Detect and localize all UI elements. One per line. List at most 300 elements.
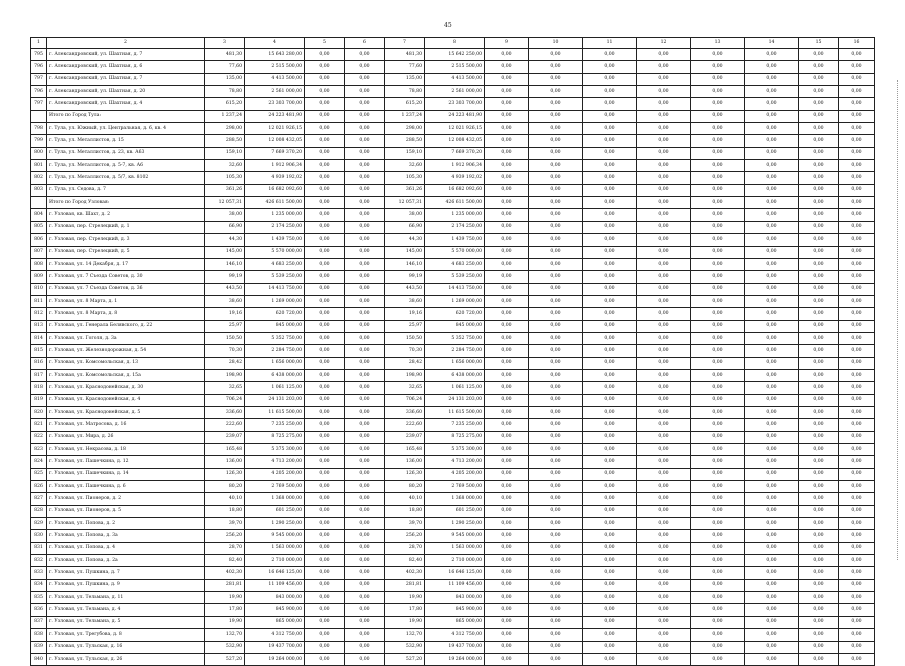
column-number-cell: 11 — [583, 38, 637, 49]
value-cell: 0,00 — [485, 468, 529, 480]
value-cell: 0,00 — [745, 629, 799, 641]
value-cell: 0,00 — [637, 493, 691, 505]
value-cell: 0,00 — [305, 258, 345, 270]
value-cell: 0,00 — [305, 653, 345, 665]
value-cell: 0,00 — [839, 555, 875, 567]
value-cell: 0,00 — [305, 221, 345, 233]
address-cell: г. Узловая, ул. Трегубова, д. 8 — [47, 629, 205, 641]
value-cell: 0,00 — [583, 246, 637, 258]
value-cell: 865 000,00 — [245, 616, 305, 628]
value-cell: 0,00 — [583, 49, 637, 61]
value-cell: 28,42 — [385, 357, 425, 369]
value-cell: 0,00 — [799, 382, 839, 394]
value-cell: 0,00 — [691, 135, 745, 147]
value-cell: 0,00 — [637, 616, 691, 628]
value-cell: 0,00 — [305, 246, 345, 258]
value-cell: 0,00 — [345, 234, 385, 246]
value-cell: 0,00 — [485, 246, 529, 258]
value-cell: 239,07 — [385, 431, 425, 443]
value-cell: 0,00 — [529, 468, 583, 480]
value-cell: 0,00 — [485, 61, 529, 73]
row-number-cell — [31, 197, 47, 209]
value-cell: 198,90 — [205, 369, 245, 381]
value-cell: 24 223 481,90 — [425, 110, 485, 122]
value-cell: 0,00 — [839, 308, 875, 320]
value-cell: 40,10 — [205, 493, 245, 505]
value-cell: 38,00 — [385, 209, 425, 221]
value-cell: 0,00 — [485, 555, 529, 567]
value-cell: 82,40 — [385, 555, 425, 567]
value-cell: 0,00 — [691, 530, 745, 542]
row-number-cell: 837 — [31, 616, 47, 628]
table-row — [31, 86, 875, 98]
value-cell: 0,00 — [691, 246, 745, 258]
value-cell: 0,00 — [485, 184, 529, 196]
value-cell: 0,00 — [691, 345, 745, 357]
row-number-cell: 806 — [31, 234, 47, 246]
value-cell: 0,00 — [839, 592, 875, 604]
table-row — [31, 431, 875, 443]
value-cell: 0,00 — [839, 98, 875, 110]
address-cell: г. Узловая, ул. Генерала Белявского, д. 22 — [47, 320, 205, 332]
value-cell: 0,00 — [485, 616, 529, 628]
value-cell: 126,30 — [385, 468, 425, 480]
value-cell: 15 643 280,00 — [245, 49, 305, 61]
value-cell: 0,00 — [637, 505, 691, 517]
value-cell: 0,00 — [485, 172, 529, 184]
value-cell: 32,65 — [385, 382, 425, 394]
value-cell: 135,00 — [205, 73, 245, 85]
value-cell: 0,00 — [745, 505, 799, 517]
address-cell: Итого по Город Узловая: — [47, 197, 205, 209]
value-cell: 11 109 456,00 — [245, 579, 305, 591]
value-cell: 0,00 — [745, 332, 799, 344]
value-cell: 0,00 — [305, 629, 345, 641]
value-cell: 0,00 — [529, 419, 583, 431]
value-cell: 0,00 — [583, 493, 637, 505]
value-cell: 0,00 — [485, 357, 529, 369]
value-cell: 0,00 — [637, 197, 691, 209]
value-cell: 0,00 — [583, 530, 637, 542]
row-number-cell: 836 — [31, 604, 47, 616]
value-cell: 2 174 250,00 — [425, 221, 485, 233]
value-cell: 0,00 — [583, 283, 637, 295]
value-cell: 132,70 — [385, 629, 425, 641]
address-cell: г. Тула, ул. Металлистов, д. 5-7, кв. А6 — [47, 160, 205, 172]
value-cell: 0,00 — [799, 616, 839, 628]
value-cell: 0,00 — [745, 579, 799, 591]
value-cell: 0,00 — [839, 258, 875, 270]
value-cell: 0,00 — [745, 555, 799, 567]
row-number-cell: 797 — [31, 98, 47, 110]
value-cell: 0,00 — [305, 444, 345, 456]
value-cell: 0,00 — [799, 86, 839, 98]
value-cell: 7 669 370,20 — [425, 147, 485, 159]
value-cell: 0,00 — [799, 505, 839, 517]
value-cell: 1 061 125,00 — [245, 382, 305, 394]
value-cell: 0,00 — [583, 616, 637, 628]
value-cell: 0,00 — [583, 468, 637, 480]
value-cell: 0,00 — [485, 98, 529, 110]
row-number-cell: 817 — [31, 369, 47, 381]
table-row — [31, 123, 875, 135]
value-cell: 0,00 — [637, 481, 691, 493]
value-cell: 0,00 — [583, 98, 637, 110]
value-cell: 40,10 — [385, 493, 425, 505]
value-cell: 0,00 — [839, 197, 875, 209]
value-cell: 7 669 370,20 — [245, 147, 305, 159]
value-cell: 80,20 — [385, 481, 425, 493]
row-number-cell: 830 — [31, 530, 47, 542]
address-cell: г. Узловая, ул. Пашечкина, д. 12 — [47, 456, 205, 468]
value-cell: 0,00 — [839, 505, 875, 517]
value-cell: 0,00 — [799, 345, 839, 357]
value-cell: 0,00 — [305, 555, 345, 567]
value-cell: 0,00 — [745, 406, 799, 418]
value-cell: 0,00 — [583, 419, 637, 431]
value-cell: 0,00 — [839, 406, 875, 418]
value-cell: 0,00 — [345, 555, 385, 567]
value-cell: 0,00 — [691, 160, 745, 172]
value-cell: 0,00 — [691, 271, 745, 283]
value-cell: 0,00 — [691, 123, 745, 135]
address-cell: г. Узловая, ул. Пионеров, д. 2 — [47, 493, 205, 505]
value-cell: 136,00 — [205, 456, 245, 468]
value-cell: 1 368 000,00 — [245, 493, 305, 505]
value-cell: 0,00 — [839, 616, 875, 628]
row-number-cell: 816 — [31, 357, 47, 369]
address-cell: г. Узловая, ул. Гоголя, д. 3а — [47, 332, 205, 344]
value-cell: 0,00 — [305, 357, 345, 369]
value-cell: 0,00 — [745, 221, 799, 233]
value-cell: 1 235 000,00 — [425, 209, 485, 221]
value-cell: 24 131 203,00 — [245, 394, 305, 406]
value-cell: 0,00 — [839, 221, 875, 233]
value-cell: 4 205 200,00 — [245, 468, 305, 480]
value-cell: 0,00 — [485, 147, 529, 159]
address-cell: Итого по Город Тула: — [47, 110, 205, 122]
value-cell: 0,00 — [691, 579, 745, 591]
row-number-cell: 818 — [31, 382, 47, 394]
value-cell: 6 438 000,00 — [425, 369, 485, 381]
value-cell: 2 561 000,00 — [425, 86, 485, 98]
value-cell: 0,00 — [637, 320, 691, 332]
table-row — [31, 530, 875, 542]
value-cell: 0,00 — [691, 110, 745, 122]
value-cell: 0,00 — [799, 332, 839, 344]
value-cell: 0,00 — [745, 382, 799, 394]
address-cell: г. Узловая, ул. 14 Декабря, д. 17 — [47, 258, 205, 270]
value-cell: 0,00 — [529, 431, 583, 443]
table-row — [31, 332, 875, 344]
value-cell: 0,00 — [345, 246, 385, 258]
value-cell: 0,00 — [345, 295, 385, 307]
value-cell: 0,00 — [637, 419, 691, 431]
value-cell: 0,00 — [691, 147, 745, 159]
value-cell: 0,00 — [305, 123, 345, 135]
value-cell: 19 264 000,00 — [425, 653, 485, 665]
column-number-cell: 8 — [425, 38, 485, 49]
value-cell: 0,00 — [839, 369, 875, 381]
value-cell: 0,00 — [799, 73, 839, 85]
row-number-cell: 821 — [31, 419, 47, 431]
value-cell: 0,00 — [529, 382, 583, 394]
value-cell: 4 713 200,00 — [245, 456, 305, 468]
value-cell: 0,00 — [691, 456, 745, 468]
value-cell: 0,00 — [745, 641, 799, 653]
table-row — [31, 567, 875, 579]
value-cell: 0,00 — [583, 308, 637, 320]
value-cell: 0,00 — [799, 172, 839, 184]
value-cell: 11 109 456,00 — [425, 579, 485, 591]
value-cell: 0,00 — [529, 184, 583, 196]
row-number-cell: 832 — [31, 555, 47, 567]
value-cell: 0,00 — [485, 320, 529, 332]
value-cell: 0,00 — [485, 258, 529, 270]
address-cell: г. Узловая, ул. Пионеров, д. 5 — [47, 505, 205, 517]
table-row — [31, 555, 875, 567]
address-cell: г. Узловая, ул. Мира, д. 26 — [47, 431, 205, 443]
value-cell: 126,30 — [205, 468, 245, 480]
address-cell: г. Узловая, ул. Краснодонейская, д. 4 — [47, 394, 205, 406]
value-cell: 0,00 — [637, 172, 691, 184]
value-cell: 0,00 — [637, 135, 691, 147]
value-cell: 0,00 — [691, 369, 745, 381]
value-cell: 32,60 — [205, 160, 245, 172]
value-cell: 0,00 — [799, 406, 839, 418]
value-cell: 0,00 — [345, 184, 385, 196]
value-cell: 16 646 125,00 — [425, 567, 485, 579]
table-row — [31, 345, 875, 357]
value-cell: 0,00 — [745, 160, 799, 172]
value-cell: 0,00 — [485, 406, 529, 418]
address-cell: г. Узловая, ул. Тельмана, д. 11 — [47, 592, 205, 604]
value-cell: 0,00 — [529, 123, 583, 135]
value-cell: 0,00 — [583, 382, 637, 394]
value-cell: 16 646 125,00 — [245, 567, 305, 579]
value-cell: 298,00 — [385, 123, 425, 135]
value-cell: 32,65 — [205, 382, 245, 394]
value-cell: 1 912 906,34 — [245, 160, 305, 172]
value-cell: 0,00 — [305, 197, 345, 209]
value-cell: 0,00 — [305, 493, 345, 505]
value-cell: 0,00 — [529, 345, 583, 357]
value-cell: 0,00 — [799, 456, 839, 468]
value-cell: 0,00 — [345, 209, 385, 221]
value-cell: 0,00 — [745, 431, 799, 443]
value-cell: 0,00 — [529, 604, 583, 616]
value-cell: 0,00 — [485, 604, 529, 616]
row-number-cell: 809 — [31, 271, 47, 283]
value-cell: 0,00 — [305, 369, 345, 381]
address-cell: г. Узловая, ул. Попова, д. 3а — [47, 530, 205, 542]
value-cell: 532,90 — [385, 641, 425, 653]
address-cell: г. Александровский, ул. Шахтная, д. 6 — [47, 61, 205, 73]
address-cell: г. Узловая, ул. 8 Марта, д. 8 — [47, 308, 205, 320]
value-cell: 0,00 — [691, 258, 745, 270]
value-cell: 0,00 — [583, 592, 637, 604]
table-row — [31, 221, 875, 233]
value-cell: 0,00 — [799, 629, 839, 641]
value-cell: 14 413 750,00 — [425, 283, 485, 295]
value-cell: 0,00 — [345, 320, 385, 332]
value-cell: 0,00 — [799, 295, 839, 307]
value-cell: 18,80 — [385, 505, 425, 517]
row-number-cell: 796 — [31, 86, 47, 98]
value-cell: 12 008 432,05 — [425, 135, 485, 147]
row-number-cell — [31, 110, 47, 122]
value-cell: 402,30 — [205, 567, 245, 579]
value-cell: 0,00 — [583, 209, 637, 221]
value-cell: 16 682 092,60 — [425, 184, 485, 196]
table-row — [31, 579, 875, 591]
value-cell: 0,00 — [799, 98, 839, 110]
value-cell: 0,00 — [799, 592, 839, 604]
value-cell: 0,00 — [839, 86, 875, 98]
value-cell: 1 368 000,00 — [425, 493, 485, 505]
value-cell: 0,00 — [839, 604, 875, 616]
table-row — [31, 481, 875, 493]
value-cell: 19 437 700,00 — [245, 641, 305, 653]
value-cell: 0,00 — [583, 110, 637, 122]
value-cell: 0,00 — [637, 592, 691, 604]
value-cell: 706,24 — [205, 394, 245, 406]
value-cell: 0,00 — [485, 283, 529, 295]
value-cell: 0,00 — [637, 357, 691, 369]
value-cell: 0,00 — [799, 518, 839, 530]
table-row — [31, 505, 875, 517]
value-cell: 0,00 — [839, 419, 875, 431]
value-cell: 0,00 — [345, 567, 385, 579]
value-cell: 0,00 — [485, 518, 529, 530]
value-cell: 0,00 — [305, 431, 345, 443]
value-cell: 0,00 — [345, 332, 385, 344]
value-cell: 0,00 — [485, 135, 529, 147]
value-cell: 0,00 — [691, 98, 745, 110]
value-cell: 0,00 — [583, 147, 637, 159]
value-cell: 0,00 — [691, 505, 745, 517]
value-cell: 77,60 — [385, 61, 425, 73]
value-cell: 0,00 — [345, 530, 385, 542]
value-cell: 4 713 200,00 — [425, 456, 485, 468]
value-cell: 0,00 — [745, 258, 799, 270]
value-cell: 0,00 — [305, 234, 345, 246]
value-cell: 0,00 — [799, 147, 839, 159]
value-cell: 17,80 — [385, 604, 425, 616]
address-cell: г. Узловая, ул. Тельмана, д. 4 — [47, 604, 205, 616]
value-cell: 0,00 — [305, 61, 345, 73]
column-number-cell: 4 — [245, 38, 305, 49]
value-cell: 9 545 000,00 — [425, 530, 485, 542]
value-cell: 1 563 000,00 — [425, 542, 485, 554]
value-cell: 843 000,00 — [425, 592, 485, 604]
value-cell: 0,00 — [745, 481, 799, 493]
value-cell: 0,00 — [745, 271, 799, 283]
table-row — [31, 394, 875, 406]
address-cell: г. Узловая, ул. Краснодонейская, д. 5 — [47, 406, 205, 418]
value-cell: 0,00 — [345, 616, 385, 628]
value-cell: 0,00 — [485, 49, 529, 61]
row-number-cell: 803 — [31, 184, 47, 196]
value-cell: 0,00 — [485, 641, 529, 653]
value-cell: 2 284 750,00 — [245, 345, 305, 357]
value-cell: 150,50 — [205, 332, 245, 344]
value-cell: 198,90 — [385, 369, 425, 381]
value-cell: 0,00 — [485, 197, 529, 209]
row-number-cell: 814 — [31, 332, 47, 344]
value-cell: 0,00 — [345, 98, 385, 110]
value-cell: 0,00 — [691, 320, 745, 332]
value-cell: 0,00 — [305, 308, 345, 320]
value-cell: 0,00 — [691, 61, 745, 73]
value-cell: 0,00 — [305, 406, 345, 418]
row-number-cell: 797 — [31, 73, 47, 85]
value-cell: 0,00 — [485, 505, 529, 517]
value-cell: 145,00 — [205, 246, 245, 258]
table-row — [31, 382, 875, 394]
value-cell: 0,00 — [345, 357, 385, 369]
value-cell: 0,00 — [691, 468, 745, 480]
value-cell: 0,00 — [345, 518, 385, 530]
value-cell: 843 000,00 — [245, 592, 305, 604]
value-cell: 0,00 — [583, 456, 637, 468]
value-cell: 443,50 — [205, 283, 245, 295]
table-row — [31, 234, 875, 246]
value-cell: 11 615 500,00 — [425, 406, 485, 418]
value-cell: 0,00 — [745, 234, 799, 246]
value-cell: 0,00 — [345, 49, 385, 61]
value-cell: 0,00 — [485, 369, 529, 381]
value-cell: 70,30 — [385, 345, 425, 357]
value-cell: 0,00 — [799, 468, 839, 480]
value-cell: 0,00 — [485, 110, 529, 122]
value-cell: 1 290 250,00 — [425, 518, 485, 530]
value-cell: 165,48 — [385, 444, 425, 456]
value-cell: 845 900,00 — [425, 604, 485, 616]
address-cell: г. Узловая, ул. Пушкина, д. 7 — [47, 567, 205, 579]
value-cell: 38,00 — [205, 209, 245, 221]
table-row — [31, 641, 875, 653]
value-cell: 5 570 000,00 — [245, 246, 305, 258]
value-cell: 0,00 — [485, 209, 529, 221]
value-cell: 2 174 250,00 — [245, 221, 305, 233]
value-cell: 0,00 — [745, 320, 799, 332]
column-number-cell: 15 — [799, 38, 839, 49]
value-cell: 0,00 — [485, 542, 529, 554]
value-cell: 0,00 — [691, 73, 745, 85]
address-cell: г. Тула, ул. Южный, ул. Центральная, д. 6, кв. 4 — [47, 123, 205, 135]
value-cell: 0,00 — [345, 86, 385, 98]
value-cell: 0,00 — [637, 530, 691, 542]
table-row — [31, 629, 875, 641]
value-cell: 0,00 — [345, 123, 385, 135]
row-number-cell: 815 — [31, 345, 47, 357]
value-cell: 2 561 000,00 — [245, 86, 305, 98]
value-cell: 0,00 — [799, 394, 839, 406]
value-cell: 0,00 — [691, 641, 745, 653]
value-cell: 0,00 — [485, 481, 529, 493]
value-cell: 361,26 — [385, 184, 425, 196]
table-row — [31, 73, 875, 85]
value-cell: 298,00 — [205, 123, 245, 135]
value-cell: 0,00 — [799, 555, 839, 567]
column-number-cell: 6 — [345, 38, 385, 49]
value-cell: 0,00 — [305, 419, 345, 431]
value-cell: 0,00 — [345, 73, 385, 85]
value-cell: 0,00 — [305, 604, 345, 616]
value-cell: 19,90 — [205, 592, 245, 604]
value-cell: 0,00 — [637, 629, 691, 641]
